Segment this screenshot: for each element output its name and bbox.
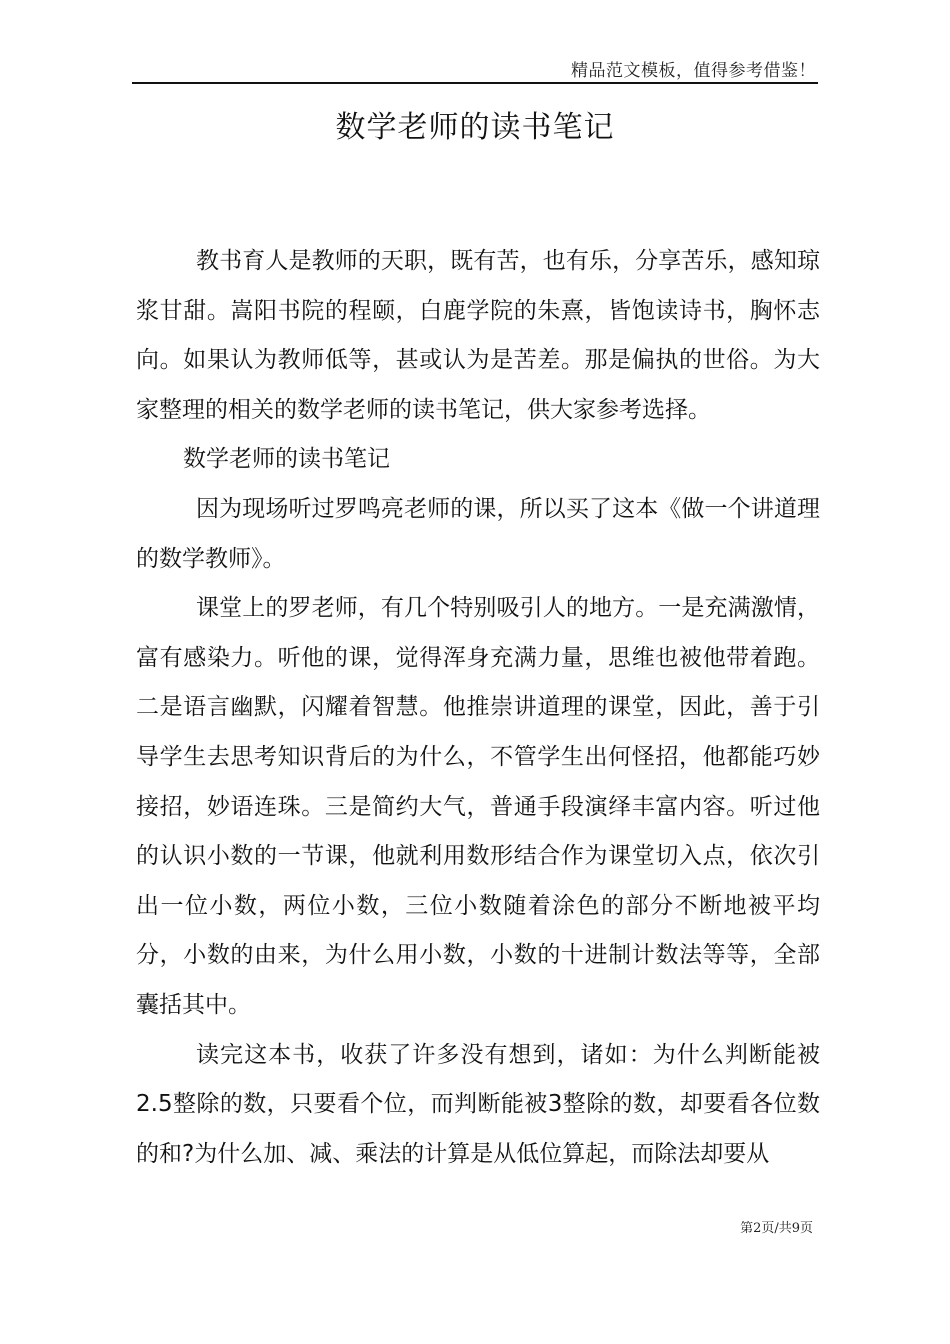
header-tagline: 精品范文模板，值得参考借鉴！: [571, 61, 816, 81]
document-title: 数学老师的读书笔记: [335, 110, 615, 145]
document-body: [136, 237, 820, 1179]
paragraph-classroom: 课堂上的罗老师，有几个特别吸引人的地方。一是充满激情，富有感染力。听他的课，觉得浑身充满力量，思维也被他带着跑。二是语言幽默，闪耀着智慧。他推崇讲道理的课堂，因此，善于引导学生去思考知识背后的为什么，不管学生出何怪招，他都能巧妙接招，妙语连珠。三是简约大气，普通手段演绎丰富内容。听过他的认识小数的一节课，他就利用数形结合作为课堂切入点，依次引出一位小数，两位小数，三位小数随着涂色的部分不断地被平均分，小数的由来，为什么用小数，小数的十进制计数法等等，全部囊括其中。: [136, 595, 820, 1018]
paragraph-intro: 教书育人是教师的天职，既有苦，也有乐，分享苦乐，感知琼浆甘甜。嵩阳书院的程颐，白鹿学院的朱熹，皆饱读诗书，胸怀志向。如果认为教师低等，甚或认为是苦差。那是偏执的世俗。为大家整理的相关的数学老师的读书笔记，供大家参考选择。: [136, 248, 820, 423]
paragraph-book: 因为现场听过罗鸣亮老师的课，所以买了这本《做一个讲道理的数学教师》。: [136, 495, 820, 572]
paragraph-subheading: 数学老师的读书笔记: [183, 446, 390, 473]
paragraph-reflection: 读完这本书，收获了许多没有想到，诸如：为什么判断能被2.5整除的数，只要看个位，而判断能被3整除的数，却要看各位数的和?为什么加、减、乘法的计算是从低位算起，而除法却要从: [136, 1041, 820, 1167]
page-number: 第2页/共9页: [740, 1221, 813, 1236]
header-divider: [132, 82, 818, 84]
